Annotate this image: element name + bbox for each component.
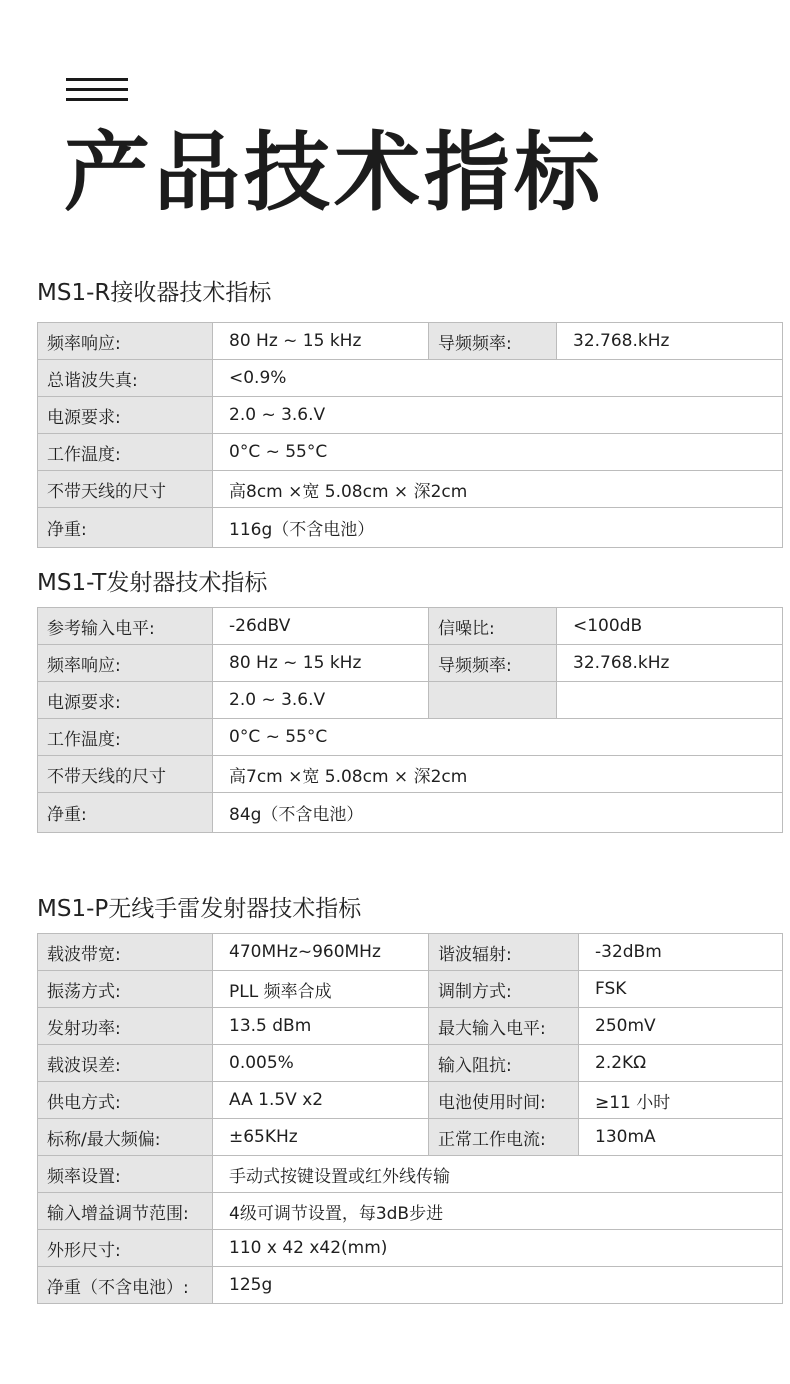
spec-value: 高7cm ×宽 5.08cm × 深2cm	[213, 756, 783, 793]
spec-label: 正常工作电流:	[429, 1119, 579, 1156]
table-row	[38, 1230, 783, 1267]
spec-label: 工作温度:	[38, 719, 213, 756]
spec-label: 频率设置:	[38, 1156, 213, 1193]
spec-label: 工作温度:	[38, 434, 213, 471]
spec-label: 谐波辐射:	[429, 934, 579, 971]
spec-value: -32dBm	[579, 934, 783, 971]
spec-value: 32.768.kHz	[557, 645, 783, 682]
decoration-line	[66, 98, 128, 101]
spec-value: PLL 频率合成	[213, 971, 429, 1008]
table-row	[38, 608, 783, 645]
spec-value: ±65KHz	[213, 1119, 429, 1156]
spec-label: 电池使用时间:	[429, 1082, 579, 1119]
spec-label: 振荡方式:	[38, 971, 213, 1008]
table-row	[38, 793, 783, 833]
table-row	[38, 1045, 783, 1082]
table-row	[38, 1193, 783, 1230]
section-title-ms1-p: MS1-P无线手雷发射器技术指标	[37, 896, 362, 922]
section-title-ms1-t: MS1-T发射器技术指标	[37, 570, 268, 596]
table-row	[38, 1156, 783, 1193]
spec-value: 2.0 ~ 3.6.V	[213, 397, 783, 434]
spec-value-empty	[557, 682, 783, 719]
spec-value: 2.2KΩ	[579, 1045, 783, 1082]
spec-label: 电源要求:	[38, 397, 213, 434]
table-row	[38, 682, 783, 719]
table-row	[38, 434, 783, 471]
table-row	[38, 397, 783, 434]
spec-label: 输入阻抗:	[429, 1045, 579, 1082]
spec-label: 导频频率:	[429, 645, 557, 682]
spec-label: 参考输入电平:	[38, 608, 213, 645]
spec-label: 不带天线的尺寸	[38, 756, 213, 793]
spec-value: 84g（不含电池）	[213, 793, 783, 833]
table-row	[38, 1008, 783, 1045]
spec-value: 13.5 dBm	[213, 1008, 429, 1045]
spec-value: 110 x 42 x42(mm)	[213, 1230, 783, 1267]
page-title: 产品技术指标	[64, 123, 604, 223]
spec-label: 导频频率:	[429, 323, 557, 360]
table-row	[38, 934, 783, 971]
spec-value: 250mV	[579, 1008, 783, 1045]
spec-label: 载波误差:	[38, 1045, 213, 1082]
spec-label: 最大输入电平:	[429, 1008, 579, 1045]
section-title-ms1-r: MS1-R接收器技术指标	[37, 280, 272, 306]
spec-label: 发射功率:	[38, 1008, 213, 1045]
table-row	[38, 1082, 783, 1119]
spec-value: 高8cm ×宽 5.08cm × 深2cm	[213, 471, 783, 508]
spec-value: 32.768.kHz	[557, 323, 783, 360]
spec-label: 净重:	[38, 508, 213, 548]
spec-value: 125g	[213, 1267, 783, 1304]
decoration-line	[66, 78, 128, 81]
spec-value: FSK	[579, 971, 783, 1008]
spec-label: 信噪比:	[429, 608, 557, 645]
spec-table-ms1-p	[37, 933, 783, 1304]
spec-value: -26dBV	[213, 608, 429, 645]
spec-label: 电源要求:	[38, 682, 213, 719]
decoration-line	[66, 88, 128, 91]
spec-value: <100dB	[557, 608, 783, 645]
spec-value: 0.005%	[213, 1045, 429, 1082]
spec-value: 2.0 ~ 3.6.V	[213, 682, 429, 719]
table-row	[38, 471, 783, 508]
spec-label: 净重:	[38, 793, 213, 833]
spec-value: 116g（不含电池）	[213, 508, 783, 548]
spec-value: 手动式按键设置或红外线传输	[213, 1156, 783, 1193]
table-row	[38, 719, 783, 756]
spec-label: 外形尺寸:	[38, 1230, 213, 1267]
spec-label: 频率响应:	[38, 323, 213, 360]
spec-table-ms1-t	[37, 607, 783, 833]
table-row	[38, 645, 783, 682]
table-row	[38, 1267, 783, 1304]
spec-label: 调制方式:	[429, 971, 579, 1008]
table-row	[38, 756, 783, 793]
spec-label: 输入增益调节范围:	[38, 1193, 213, 1230]
spec-value: 80 Hz ~ 15 kHz	[213, 323, 429, 360]
table-row	[38, 971, 783, 1008]
spec-label: 净重（不含电池）:	[38, 1267, 213, 1304]
spec-value: 80 Hz ~ 15 kHz	[213, 645, 429, 682]
spec-label-empty	[429, 682, 557, 719]
spec-value: 0°C ~ 55°C	[213, 719, 783, 756]
table-row	[38, 360, 783, 397]
spec-value: 0°C ~ 55°C	[213, 434, 783, 471]
spec-value: 130mA	[579, 1119, 783, 1156]
spec-label: 不带天线的尺寸	[38, 471, 213, 508]
table-row	[38, 323, 783, 360]
spec-value: <0.9%	[213, 360, 783, 397]
spec-label: 总谐波失真:	[38, 360, 213, 397]
spec-label: 频率响应:	[38, 645, 213, 682]
spec-label: 供电方式:	[38, 1082, 213, 1119]
spec-label: 标称/最大频偏:	[38, 1119, 213, 1156]
spec-value: 470MHz~960MHz	[213, 934, 429, 971]
table-row	[38, 1119, 783, 1156]
table-row	[38, 508, 783, 548]
spec-value: 4级可调节设置，每3dB步进	[213, 1193, 783, 1230]
spec-label: 载波带宽:	[38, 934, 213, 971]
spec-value: AA 1.5V x2	[213, 1082, 429, 1119]
spec-value: ≥11 小时	[579, 1082, 783, 1119]
spec-table-ms1-r	[37, 322, 783, 548]
